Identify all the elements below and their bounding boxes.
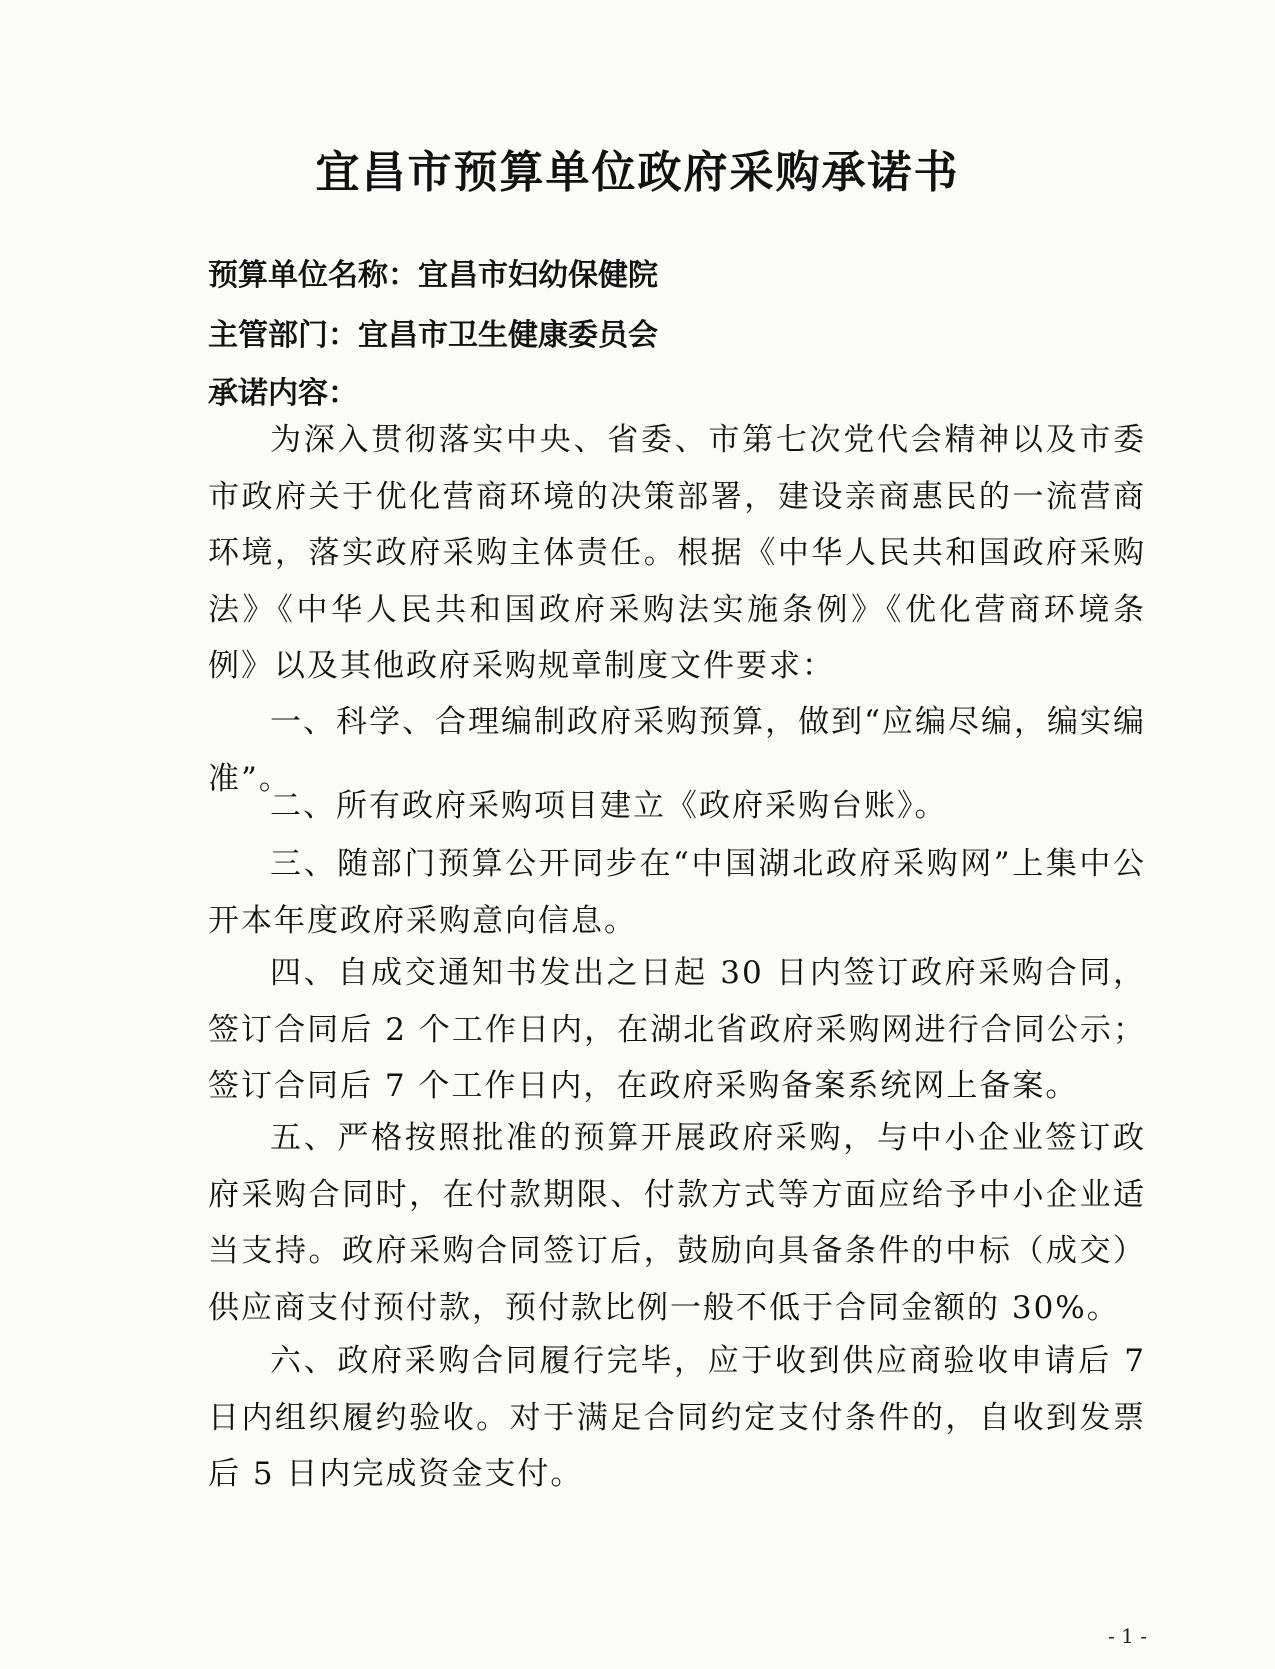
commitment-item-5: 五、严格按照批准的预算开展政府采购，与中小企业签订政府采购合同时，在付款期限、付款方式等方面应给予中小企业适当支持。政府采购合同签订后，鼓励向具备条件的中标（成交）供应商支付预付款，预付款比例一般不低于合同金额的 30%。 <box>208 1120 1146 1326</box>
intro-paragraph: 为深入贯彻落实中央、省委、市第七次党代会精神以及市委市政府关于优化营商环境的决策部署，建设亲商惠民的一流营商环境，落实政府采购主体责任。根据《中华人民共和国政府采购法》《中华人民共和国政府采购法实施条例》《优化营商环境条例》以及其他政府采购规章制度文件要求： <box>208 422 1146 684</box>
commitment-item-2: 二、所有政府采购项目建立《政府采购台账》。 <box>270 788 948 824</box>
supervising-dept-line: 主管部门：宜昌市卫生健康委员会 <box>208 318 658 353</box>
commitment-item-4: 四、自成交通知书发出之日起 30 日内签订政府采购合同，签订合同后 2 个工作日内，在湖北省政府采购网进行合同公示；签订合同后 7 个工作日内，在政府采购备案系统网上备案。 <box>208 955 1146 1104</box>
commitment-content-label: 承诺内容： <box>208 376 358 411</box>
document-title: 宜昌市预算单位政府采购承诺书 <box>315 147 960 198</box>
page-number: - 1 - <box>1108 1624 1147 1648</box>
budget-unit-line: 预算单位名称：宜昌市妇幼保健院 <box>208 258 658 293</box>
commitment-item-1: 一、科学、合理编制政府采购预算，做到“应编尽编，编实编准”。 <box>208 704 1146 797</box>
commitment-item-6: 六、政府采购合同履行完毕，应于收到供应商验收申请后 7 日内组织履约验收。对于满足合同约定支付条件的，自收到发票后 5 日内完成资金支付。 <box>208 1343 1146 1492</box>
commitment-item-3: 三、随部门预算公开同步在“中国湖北政府采购网”上集中公开本年度政府采购意向信息。 <box>208 846 1146 939</box>
